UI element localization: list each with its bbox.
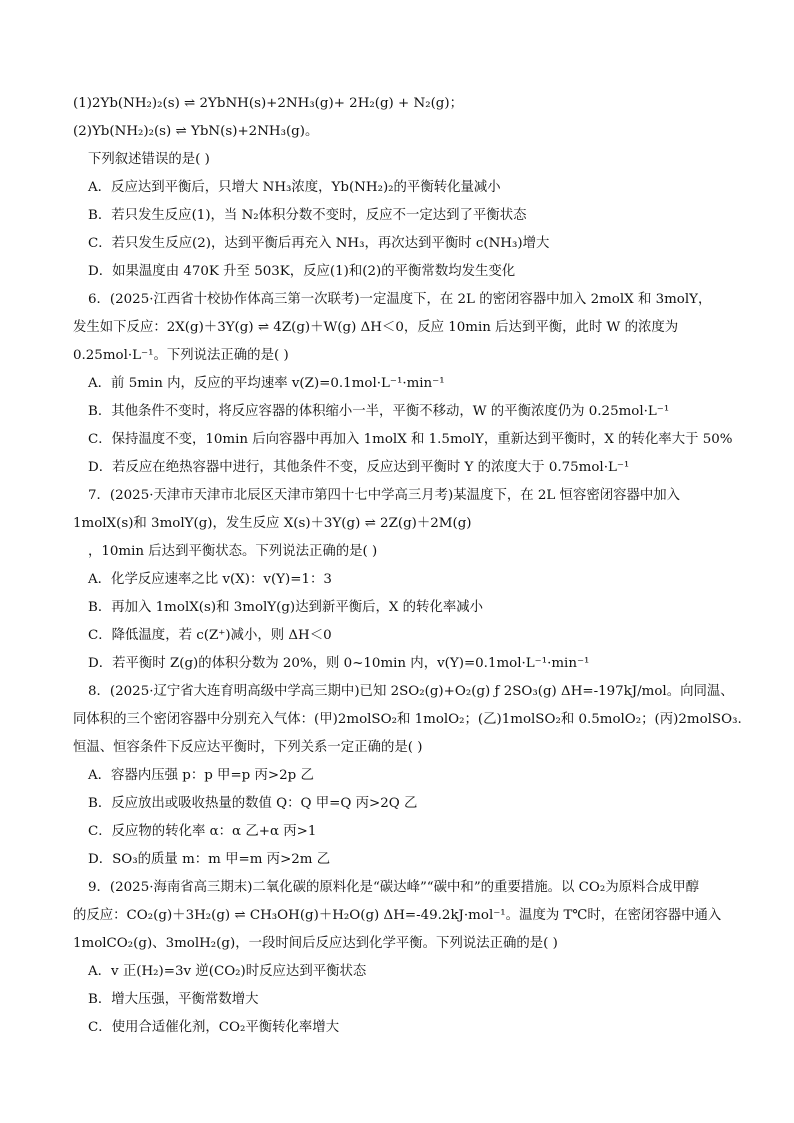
text-line: (2)Yb(NH₂)₂(s) ⇌ YbN(s)+2NH₃(g)。 — [73, 124, 319, 139]
text-line: 发生如下反应：2X(g)＋3Y(g) ⇌ 4Z(g)＋W(g) ΔH＜0，反应 10min 后达到平衡，此时 W 的浓度为 — [73, 320, 679, 335]
text-line: C．反应物的转化率 α：α 乙+α 丙>1 — [88, 824, 317, 839]
text-line: C．若只发生反应(2)，达到平衡后再充入 NH₃，再次达到平衡时 c(NH₃)增大 — [88, 236, 550, 251]
text-line: B．再加入 1molX(s)和 3molY(g)达到新平衡后，X 的转化率减小 — [88, 600, 484, 615]
text-line: 1molCO₂(g)、3molH₂(g)，一段时间后反应达到化学平衡。下列说法正确的是( ) — [73, 936, 558, 951]
text-line: 9．(2025·海南省高三期末)二氧化碳的原料化是“碳达峰”“碳中和”的重要措施。以 CO₂为原料合成甲醇 — [88, 880, 699, 895]
text-line: 8．(2025·辽宁省大连育明高级中学高三期中)已知 2SO₂(g)+O₂(g) ƒ 2SO₃(g) ΔH=-197kJ/mol。向同温、 — [88, 684, 734, 699]
text-line: B．增大压强，平衡常数增大 — [88, 992, 259, 1007]
text-line: B．反应放出或吸收热量的数值 Q：Q 甲=Q 丙>2Q 乙 — [88, 796, 418, 811]
text-line: B．其他条件不变时，将反应容器的体积缩小一半，平衡不移动，W 的平衡浓度仍为 0.25mol·L⁻¹ — [88, 404, 670, 419]
document-body — [73, 90, 742, 1042]
text-line: C．使用合适催化剂，CO₂平衡转化率增大 — [88, 1020, 340, 1035]
text-line: 7．(2025·天津市天津市北辰区天津市第四十七中学高三月考)某温度下，在 2L 恒容密闭容器中加入 — [88, 488, 681, 503]
text-line: 1molX(s)和 3molY(g)，发生反应 X(s)＋3Y(g) ⇌ 2Z(g)＋2M(g) — [73, 516, 472, 531]
text-line: (1)2Yb(NH₂)₂(s) ⇌ 2YbNH(s)+2NH₃(g)+ 2H₂(g) + N₂(g)； — [73, 96, 463, 111]
text-line: C．保持温度不变，10min 后向容器中再加入 1molX 和 1.5molY，重新达到平衡时，X 的转化率大于 50% — [88, 432, 733, 447]
text-line: 恒温、恒容条件下反应达平衡时，下列关系一定正确的是( ) — [73, 740, 423, 755]
text-line: A．反应达到平衡后，只增大 NH₃浓度，Yb(NH₂)₂的平衡转化量减小 — [88, 180, 501, 195]
text-line: ，10min 后达到平衡状态。下列说法正确的是( ) — [88, 544, 378, 559]
text-line: 同体积的三个密闭容器中分别充入气体：(甲)2molSO₂和 1molO₂；(乙)1molSO₂和 0.5molO₂；(丙)2molSO₃. — [73, 712, 742, 727]
text-line: 6．(2025·江西省十校协作体高三第一次联考)一定温度下，在 2L 的密闭容器中加入 2molX 和 3molY， — [88, 292, 712, 307]
text-line: A．容器内压强 p：p 甲=p 丙>2p 乙 — [88, 768, 314, 783]
text-line: D．如果温度由 470K 升至 503K，反应(1)和(2)的平衡常数均发生变化 — [88, 264, 516, 279]
text-line: C．降低温度，若 c(Z⁺)减小，则 ΔH＜0 — [88, 628, 332, 643]
text-line: 下列叙述错误的是( ) — [88, 152, 210, 167]
text-line: D．SO₃的质量 m：m 甲=m 丙>2m 乙 — [88, 852, 331, 867]
text-line: 的反应：CO₂(g)＋3H₂(g) ⇌ CH₃OH(g)＋H₂O(g) ΔH=-49.2kJ·mol⁻¹。温度为 T℃时，在密闭容器中通入 — [73, 908, 722, 923]
text-line: D．若反应在绝热容器中进行，其他条件不变，反应达到平衡时 Y 的浓度大于 0.75mol·L⁻¹ — [88, 460, 630, 475]
text-line: A．化学反应速率之比 v(X)：v(Y)=1：3 — [88, 572, 332, 587]
text-line: A．前 5min 内，反应的平均速率 v(Z)=0.1mol·L⁻¹·min⁻¹ — [88, 376, 445, 391]
text-line: 0.25mol·L⁻¹。下列说法正确的是( ) — [73, 348, 289, 363]
text-line: B．若只发生反应(1)，当 N₂体积分数不变时，反应不一定达到了平衡状态 — [88, 208, 527, 223]
text-line: D．若平衡时 Z(g)的体积分数为 20%，则 0~10min 内，v(Y)=0.1mol·L⁻¹·min⁻¹ — [88, 656, 590, 671]
text-line: A．v 正(H₂)=3v 逆(CO₂)时反应达到平衡状态 — [88, 964, 367, 979]
